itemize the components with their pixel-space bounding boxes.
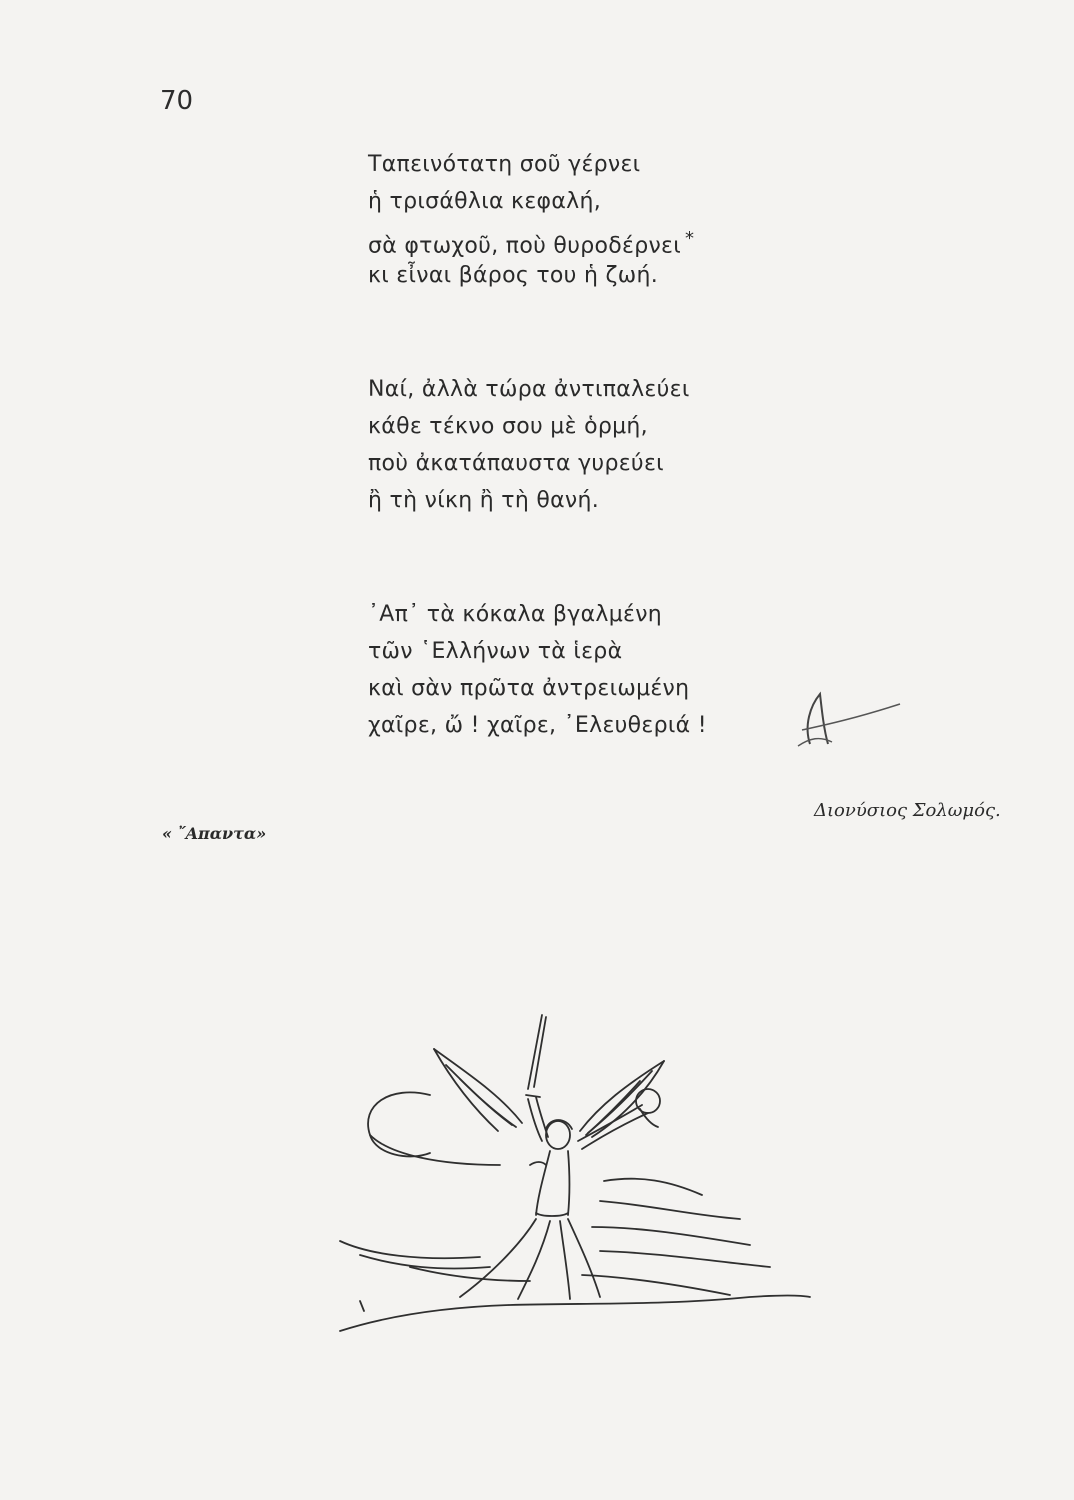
poem-line bbox=[368, 445, 868, 482]
author-name: Διονύσιος Σολωμός. bbox=[814, 800, 1001, 821]
poem-line-text: κι εἶναι βάρος του ἡ ζωή. bbox=[368, 263, 659, 288]
poem-line bbox=[368, 408, 868, 445]
poem-line bbox=[368, 257, 868, 294]
poem-line-text: κάθε τέκνο σου μὲ ὁρμή, bbox=[368, 414, 648, 439]
poem-line-text: καὶ σὰν πρῶτα ἀντρειωμένη bbox=[368, 676, 690, 701]
source-title: « ῎Απαντα» bbox=[162, 824, 267, 843]
poem-line-text: ἢ τὴ νίκη ἢ τὴ θανή. bbox=[368, 488, 600, 513]
poem-line-text: Ταπεινότατη σοῦ γέρνει bbox=[368, 152, 641, 177]
poem-line-text: ποὺ ἀκατάπαυστα γυρεύει bbox=[368, 451, 664, 476]
poem-line bbox=[368, 633, 868, 670]
poem-line-text: τῶν ῾Ελλήνων τὰ ἱερὰ bbox=[368, 639, 623, 664]
poem-line-text: Ναί, ἀλλὰ τώρα ἀντιπαλεύει bbox=[368, 377, 690, 402]
poem-line bbox=[368, 596, 868, 633]
poem-line bbox=[368, 482, 868, 519]
page-number: 70 bbox=[160, 86, 194, 116]
footnote-mark: * bbox=[685, 228, 695, 249]
poem-line-text: χαῖρε, ὤ ! χαῖρε, ᾿Ελευθεριά ! bbox=[368, 713, 707, 738]
handwritten-signature-icon bbox=[780, 686, 910, 756]
poem-line-text: σὰ φτωχοῦ, ποὺ θυροδέρνει bbox=[368, 233, 681, 259]
poem-line bbox=[368, 220, 868, 257]
poem-line bbox=[368, 371, 868, 408]
poem-line bbox=[368, 183, 868, 220]
poem bbox=[368, 146, 868, 744]
poem-line bbox=[368, 146, 868, 183]
stanza-2 bbox=[368, 371, 868, 519]
poem-line-text: ᾿Απ᾿ τὰ κόκαλα βγαλμένη bbox=[368, 602, 663, 627]
winged-liberty-figure-icon bbox=[330, 1005, 830, 1345]
poem-line-text: ἡ τρισάθλια κεφαλή, bbox=[368, 189, 601, 214]
stanza-1 bbox=[368, 146, 868, 294]
